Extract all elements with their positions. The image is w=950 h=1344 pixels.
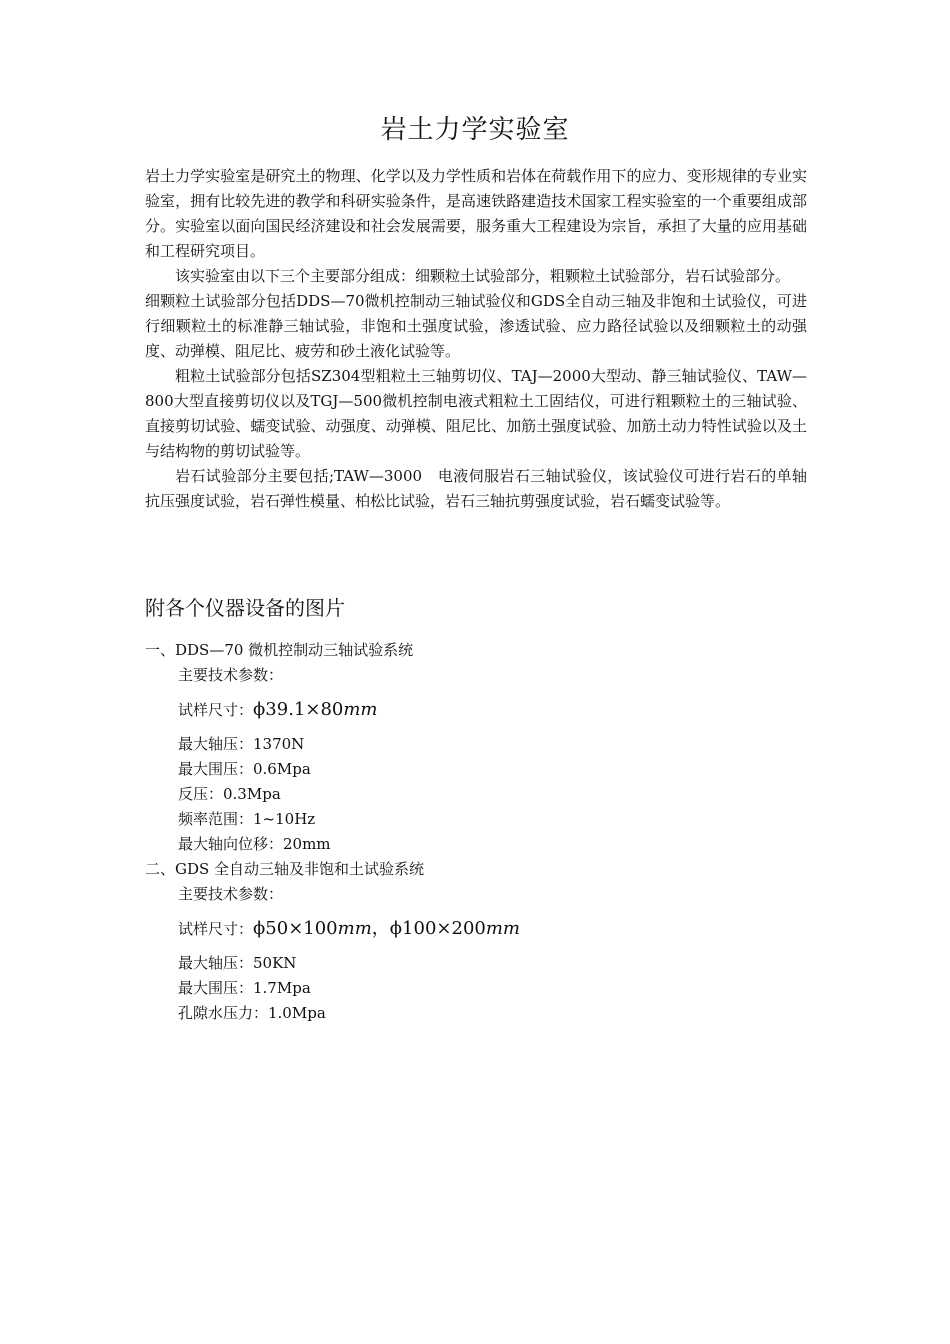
section-heading: 附各个仪器设备的图片 bbox=[145, 596, 345, 620]
equipment-title: 一、DDS—70 微机控制动三轴试验系统 bbox=[145, 641, 414, 659]
sample-size bbox=[145, 907, 520, 951]
fine-soil-paragraph: 细颗粒土试验部分包括DDS—70微机控制动三轴试验仪和GDS全自动三轴及非饱和土试验仪，可进行细颗粒土的标准静三轴试验，非饱和土强度试验，渗透试验、应力路径试验以及细颗粒土的动强度、动弹模、阻尼比、疲劳和砂土液化试验等。 bbox=[145, 292, 807, 360]
spec-line: 最大轴压：1370N bbox=[178, 735, 305, 753]
coarse-soil-paragraph: 粗粒土试验部分包括SZ304型粗粒土三轴剪切仪、TAJ—2000大型动、静三轴试验仪、TAW—800大型直接剪切仪以及TGJ—500微机控制电液式粗粒土工固结仪，可进行粗颗粒土的三轴试验、直接剪切试验、蠕变试验、动强度、动弹模、阻尼比、加筋土强度试验、加筋土动力特性试验以及土与结构物的剪切试验等。 bbox=[145, 367, 807, 460]
formula-value: ϕ100×200 bbox=[389, 918, 486, 939]
spec-line: 反压：0.3Mpa bbox=[178, 785, 281, 803]
sample-size-formula bbox=[253, 918, 520, 939]
formula-separator: ， bbox=[371, 918, 390, 939]
sample-size bbox=[145, 688, 520, 732]
formula-unit: mm bbox=[485, 918, 520, 939]
spec-line: 频率范围：1~10Hz bbox=[178, 810, 316, 828]
formula-unit: mm bbox=[343, 699, 378, 720]
intro-paragraph-2: 该实验室由以下三个主要部分组成：细颗粒土试验部分，粗颗粒土试验部分，岩石试验部分。 bbox=[175, 267, 791, 285]
equipment-item bbox=[145, 857, 520, 1026]
formula-value: ϕ39.1×80 bbox=[253, 699, 344, 720]
spec-line: 最大围压：0.6Mpa bbox=[178, 760, 311, 778]
equipment-list bbox=[145, 638, 520, 1026]
equipment-item bbox=[145, 638, 520, 857]
spec-line: 最大轴压：50KN bbox=[178, 954, 297, 972]
spec-line: 最大围压：1.7Mpa bbox=[178, 979, 311, 997]
intro-paragraph-1: 岩土力学实验室是研究土的物理、化学以及力学性质和岩体在荷载作用下的应力、变形规律的专业实验室，拥有比较先进的教学和科研实验条件，是高速铁路建造技术国家工程实验室的一个重要组成部分。实验室以面向国民经济建设和社会发展需要，服务重大工程建设为宗旨，承担了大量的应用基础和工程研究项目。 bbox=[145, 167, 807, 260]
params-label: 主要技术参数： bbox=[178, 666, 284, 684]
params-label: 主要技术参数： bbox=[178, 885, 284, 903]
formula-value: ϕ50×100 bbox=[253, 918, 338, 939]
equipment-title: 二、GDS 全自动三轴及非饱和土试验系统 bbox=[145, 860, 425, 878]
sample-size-formula bbox=[253, 699, 377, 720]
spec-line: 孔隙水压力：1.0Mpa bbox=[178, 1004, 326, 1022]
formula-unit: mm bbox=[337, 918, 372, 939]
sample-size-label: 试样尺寸： bbox=[178, 920, 254, 938]
intro-body bbox=[145, 164, 807, 514]
rock-paragraph: 岩石试验部分主要包括;TAW—3000 电液伺服岩石三轴试验仪，该试验仪可进行岩石的单轴抗压强度试验，岩石弹性模量、柏松比试验，岩石三轴抗剪强度试验，岩石蠕变试验等。 bbox=[145, 467, 807, 510]
page-title: 岩土力学实验室 bbox=[380, 115, 570, 145]
sample-size-label: 试样尺寸： bbox=[178, 701, 254, 719]
spec-line: 最大轴向位移：20mm bbox=[178, 835, 331, 853]
